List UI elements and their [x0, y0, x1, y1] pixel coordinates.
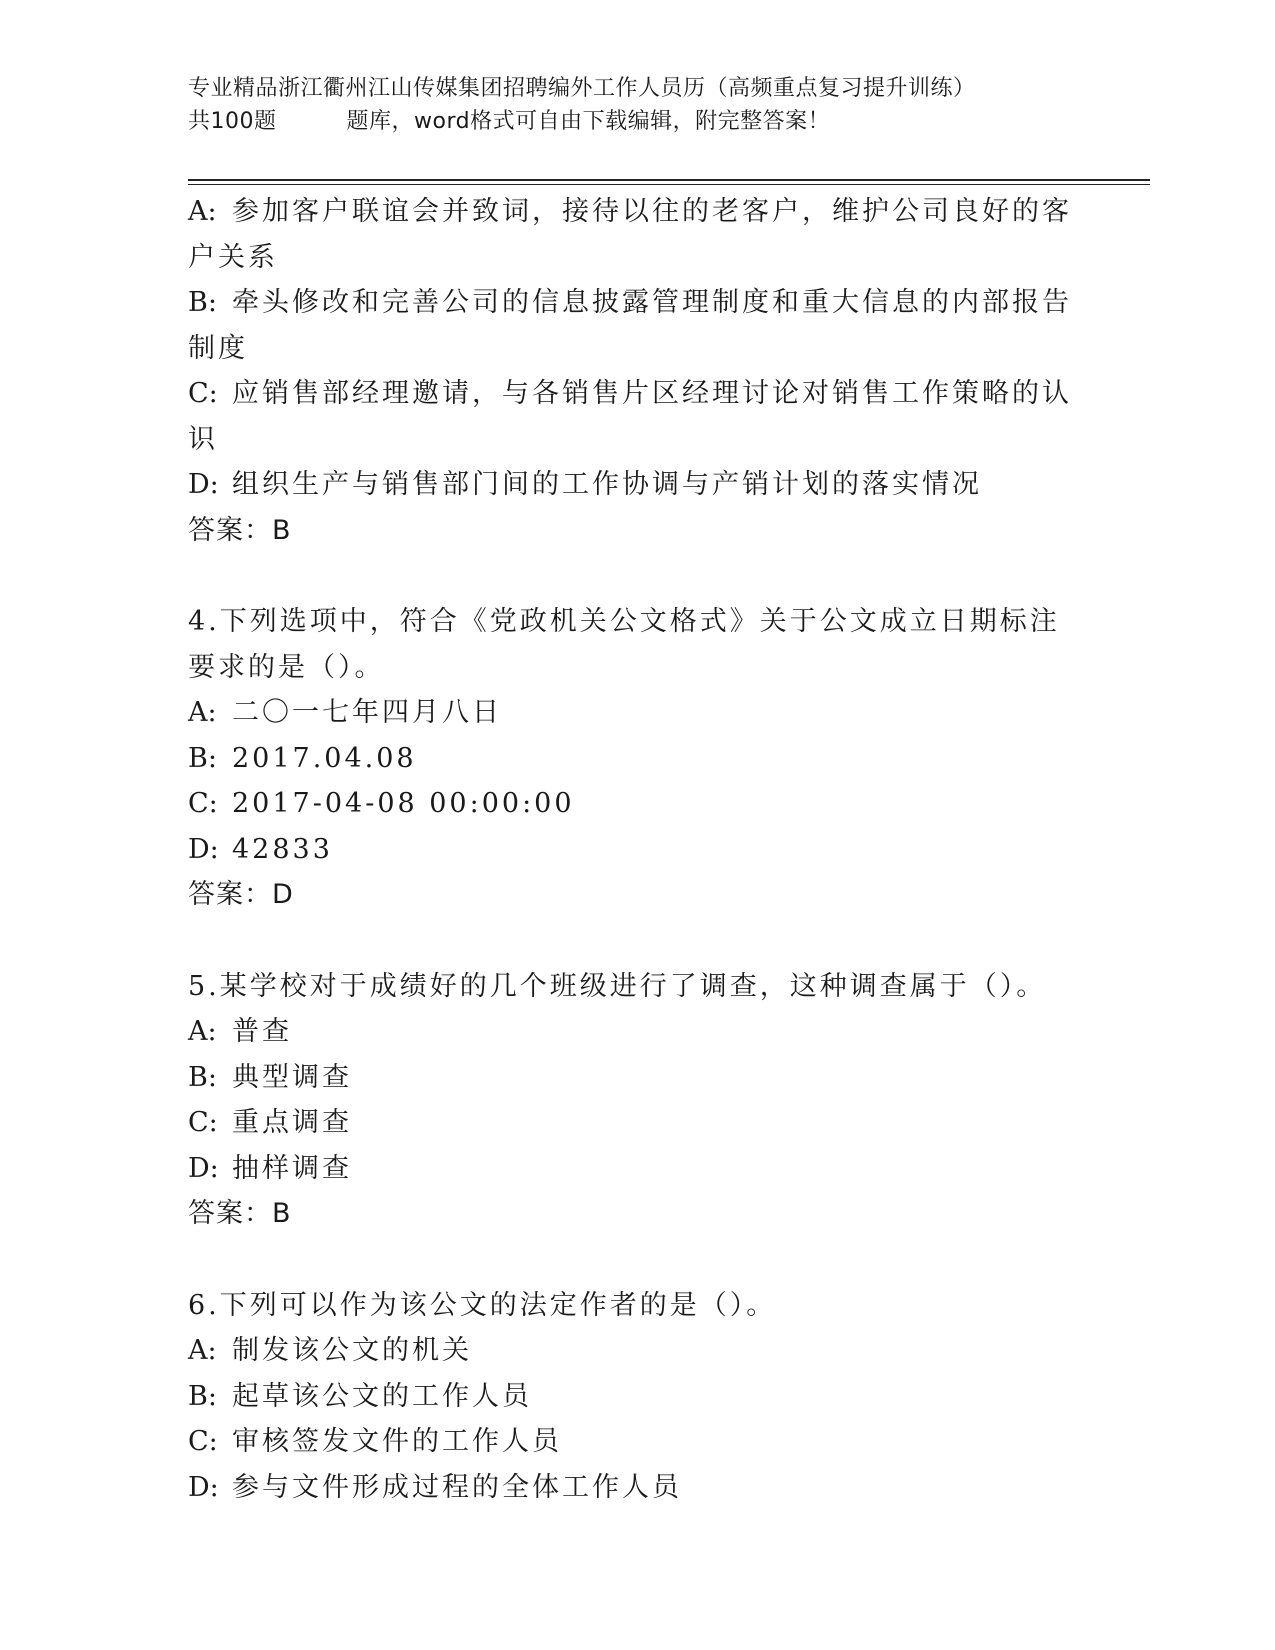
option-letter: C: — [188, 1426, 218, 1457]
option-text: 应销售部经理邀请，与各销售片区经理讨论对销售工作策略的认识 — [188, 378, 1072, 455]
answer-line: 答案：D — [188, 879, 294, 910]
option-text: 组织生产与销售部门间的工作协调与产销计划的落实情况 — [232, 469, 982, 500]
option-b — [188, 1374, 1078, 1420]
option-b — [188, 736, 1078, 782]
option-letter: B: — [188, 287, 217, 318]
option-letter: B: — [188, 742, 217, 774]
option-text: 起草该公文的工作人员 — [232, 1380, 532, 1412]
document-header — [188, 72, 1088, 138]
option-letter: A: — [188, 1335, 217, 1366]
question-item — [188, 1283, 1078, 1511]
option-letter: D: — [188, 1471, 219, 1503]
option-letter: A: — [188, 1016, 217, 1047]
question-text: 4.下列选项中，符合《党政机关公文格式》关于公文成立日期标注要求的是（）。 — [188, 606, 1060, 683]
question-item — [188, 964, 1078, 1237]
option-d — [188, 827, 1078, 873]
question-text: 6.下列可以作为该公文的法定作者的是（）。 — [188, 1289, 777, 1321]
option-letter: B: — [188, 1061, 217, 1093]
option-text: 制发该公文的机关 — [232, 1335, 472, 1366]
header-subtitle — [188, 105, 1088, 138]
header-divider-thin — [188, 184, 1150, 185]
option-c — [188, 1419, 1078, 1465]
option-a — [188, 189, 1078, 280]
option-c — [188, 371, 1078, 462]
option-text: 二〇一七年四月八日 — [232, 697, 502, 728]
header-title: 专业精品浙江衢州江山传媒集团招聘编外工作人员历（高频重点复习提升训练） — [188, 76, 976, 101]
option-b — [188, 1055, 1078, 1101]
answer-line: 答案：B — [188, 514, 292, 546]
question-item — [188, 189, 1078, 553]
option-d — [188, 1465, 1078, 1511]
option-a — [188, 1328, 1078, 1374]
option-letter: C: — [188, 1107, 218, 1138]
option-text: 参加客户联谊会并致词，接待以往的老客户，维护公司良好的客户关系 — [188, 196, 1072, 273]
option-letter: A: — [188, 196, 217, 227]
header-description: 题库，word格式可自由下载编辑，附完整答案！ — [346, 109, 831, 134]
option-d — [188, 1146, 1078, 1192]
question-list — [188, 189, 1078, 1556]
option-d — [188, 462, 1078, 508]
option-text: 2017-04-08 00:00:00 — [232, 788, 575, 819]
option-text: 重点调查 — [232, 1107, 352, 1138]
option-letter: D: — [188, 1152, 219, 1184]
answer-line: 答案：B — [188, 1198, 292, 1229]
option-c — [188, 1100, 1078, 1146]
header-count: 共100题 — [188, 109, 277, 134]
option-letter: A: — [188, 697, 217, 728]
option-text: 牵头修改和完善公司的信息披露管理制度和重大信息的内部报告制度 — [188, 287, 1072, 364]
option-text: 42833 — [232, 833, 333, 865]
option-a — [188, 690, 1078, 736]
question-item — [188, 599, 1078, 918]
question-text: 5.某学校对于成绩好的几个班级进行了调查，这种调查属于（）。 — [188, 970, 1047, 1002]
option-text: 参与文件形成过程的全体工作人员 — [232, 1471, 682, 1503]
option-text: 抽样调查 — [232, 1152, 352, 1184]
option-text: 普查 — [232, 1016, 292, 1047]
option-text: 2017.04.08 — [232, 742, 417, 774]
option-letter: D: — [188, 833, 219, 865]
option-text: 典型调查 — [232, 1061, 352, 1093]
option-letter: C: — [188, 788, 218, 819]
option-c — [188, 781, 1078, 827]
option-b — [188, 280, 1078, 371]
option-letter: B: — [188, 1380, 217, 1412]
option-text: 审核签发文件的工作人员 — [232, 1426, 562, 1457]
option-letter: C: — [188, 378, 218, 409]
option-a — [188, 1009, 1078, 1055]
option-letter: D: — [188, 469, 219, 500]
header-divider — [188, 179, 1150, 181]
